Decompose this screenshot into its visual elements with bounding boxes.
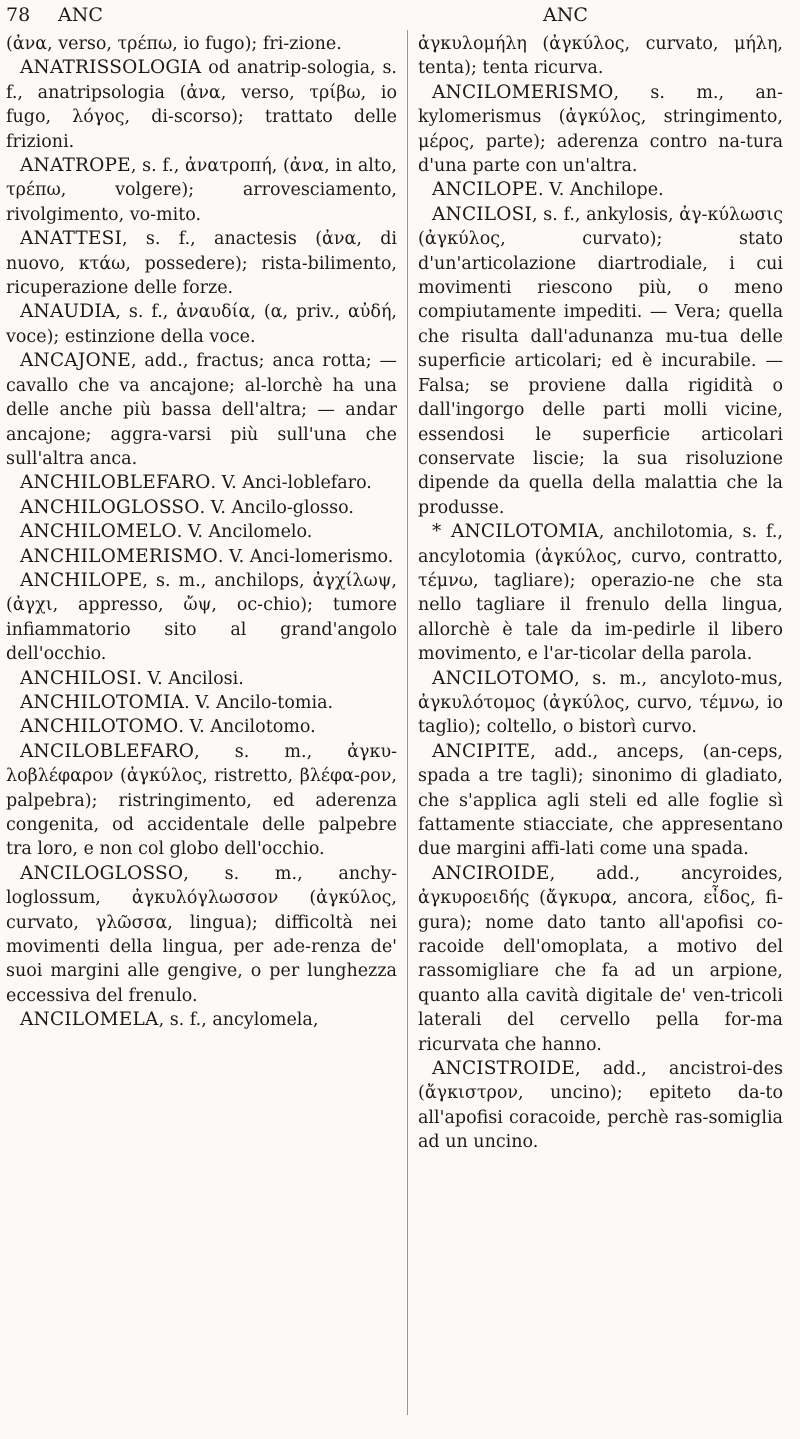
entry-headword: ANCILOTOMO: [432, 667, 575, 689]
dictionary-entry: [6, 740, 397, 862]
entry-definition: , s. f., ἀναυδία, (α, priv., αὐδή, voce); estinzione della voce.: [6, 302, 397, 347]
entry-definition: . V. Ancilotomo.: [178, 717, 316, 738]
dictionary-entry: [6, 32, 397, 56]
dictionary-entry: [418, 667, 783, 740]
entry-headword: ANCHILOSI: [20, 667, 137, 689]
entry-headword: ANCHILOGLOSSO: [20, 496, 200, 518]
entry-headword: ANCAJONE: [20, 350, 131, 372]
dictionary-entry: [418, 520, 783, 666]
dictionary-entry: [6, 56, 397, 154]
entry-definition: , s. f., anactesis (ἀνα, di nuovo, κτάω, possedere); rista-bilimento, ricuperazione delle forze.: [6, 229, 397, 299]
dictionary-entry: [6, 227, 397, 300]
entry-definition: , add., fractus; anca rotta; — cavallo che va ancajone; al-lorchè ha una delle anche più bassa dell'altra; — andar ancajone; aggra-varsi più sull'una che sull'altra anca.: [6, 351, 397, 469]
dictionary-entry: [6, 496, 397, 520]
dictionary-entry: [418, 32, 783, 81]
entry-headword: ANATRISSOLOGIA: [20, 57, 202, 79]
dictionary-entry: [6, 471, 397, 495]
entry-headword: * ANCILOTOMIA: [432, 521, 599, 543]
entry-headword: ANCHILOTOMO: [20, 716, 179, 738]
dictionary-entry: [418, 740, 783, 862]
entry-definition: , s. f., ankylosis, ἀγ-κύλωσις (ἀγκύλος, curvato); stato d'un'articolazione diartrodiale, i cui movimenti riescono più, o meno compiutamente impediti. — Vera; quella che risulta dall'adunanza mu-tua delle superficie articolari; ed è incurabile. — Falsa; se proviene dalla rigidità o dall'ingorgo delle parti molli vicine, essendosi le superficie articolari conservate liscie; la sua risoluzione dipende da quella della malattia che la produsse.: [418, 204, 783, 518]
dictionary-entry: [6, 545, 397, 569]
dictionary-entry: [6, 569, 397, 667]
entry-headword: ANAUDIA: [20, 301, 116, 323]
entry-headword: ANCIPITE: [432, 740, 531, 762]
dictionary-entry: [418, 81, 783, 179]
right-column: [418, 32, 783, 1155]
left-column: [6, 32, 397, 1033]
entry-definition: , s. m., ἀγκυ-λοβλέφαρον (ἀγκύλος, ristretto, βλέφα-ρον, palpebra); ristringimento, ed aderenza congenita, od accidentale delle palpebre tra loro, e non col globo dell'occhio.: [6, 741, 397, 860]
entry-headword: ANCHILOPE: [20, 569, 143, 591]
entry-definition: . V. Ancilomelo.: [176, 522, 313, 543]
entry-headword: ANCHILOBLEFARO: [20, 472, 211, 494]
entry-headword: ANCIROIDE: [432, 862, 550, 884]
page-number: 78: [6, 4, 31, 26]
entry-definition: , anchilotomia, s. f., ancylotomia (ἀγκύλος, curvo, contratto, τέμνω, tagliare); operazio-ne che sta nello tagliare il frenulo della lingua, allorchè è tale da im-pedirle il libero movimento, e l'ar-ticolar della parola.: [418, 522, 783, 665]
dictionary-entry: [6, 1008, 397, 1032]
entry-definition: , add., ancistroi-des (ἄγκιστρον, uncino); epiteto da-to all'apofisi coracoide, perchè ras-somiglia ad un uncino.: [418, 1059, 783, 1153]
entry-definition: . V. Anchilope.: [538, 180, 664, 201]
entry-headword: ANATTESI: [20, 228, 123, 250]
entry-headword: ANCILOMELA: [20, 1009, 159, 1031]
dictionary-entry: [418, 1057, 783, 1155]
entry-definition: , add., anceps, (an-ceps, spada a tre tagli); sinonimo di gladiato, che s'applica agli steli ed alle foglie sì fattamente stiacciate, che appresentano due margini affi-lati come una spada.: [418, 741, 783, 860]
dictionary-entry: [418, 203, 783, 520]
entry-headword: ANCILOBLEFARO: [20, 740, 195, 762]
dictionary-entry: [418, 862, 783, 1057]
running-head-left: ANC: [58, 4, 103, 26]
entry-headword: ANCHILOMERISMO: [20, 545, 218, 567]
dictionary-entry: [6, 667, 397, 691]
entry-headword: ANCILOPE: [432, 179, 539, 201]
entry-headword: ANCILOSI: [432, 203, 533, 225]
dictionary-entry: [418, 178, 783, 202]
entry-definition: . V. Ancilo-tomia.: [184, 692, 334, 713]
entry-definition: , s. f., ἀνατροπή, (ἀνα, in alto, τρέπω, volgere); arrovesciamento, rivolgimento, vo-mito.: [6, 156, 397, 225]
entry-definition: (ἀνα, verso, τρέπω, io fugo); fri-zione.: [6, 34, 342, 54]
entry-definition: ἀγκυλομήλη (ἀγκύλος, curvato, μήλη, tenta); tenta ricurva.: [418, 34, 783, 79]
entry-headword: ANCISTROIDE: [432, 1058, 575, 1080]
entry-definition: . V. Anci-lomerismo.: [217, 546, 394, 567]
entry-headword: ANCILOGLOSSO: [20, 862, 184, 884]
dictionary-entry: [6, 691, 397, 715]
entry-definition: , s. m., an-kylomerismus (ἀγκύλος, stringimento, μέρος, parte); aderenza contro na-tura d'una parte con un'altra.: [418, 82, 783, 177]
entry-definition: od anatrip-sologia, s. f., anatripsologia (ἀνα, verso, τρίβω, io fugo, λόγος, di-scorso); trattato delle frizioni.: [6, 58, 397, 152]
entry-definition: , s. f., ancylomela,: [158, 1010, 319, 1031]
dictionary-entry: [6, 862, 397, 1008]
entry-definition: , s. m., anchilops, ἀγχίλωψ, (ἀγχι, appresso, ὤψ, oc-chio); tumore infiammatorio sito al grand'angolo dell'occhio.: [6, 570, 397, 665]
dictionary-entry: [6, 300, 397, 349]
entry-definition: , s. m., ancyloto-mus, ἀγκυλότομος (ἀγκύλος, curvo, τέμνω, io taglio); coltello, o bistorì curvo.: [418, 668, 783, 738]
running-head-right: ANC: [543, 4, 588, 26]
column-divider: [407, 30, 408, 1415]
entry-definition: . V. Ancilosi.: [136, 668, 244, 689]
entry-definition: . V. Ancilo-glosso.: [199, 497, 354, 518]
entry-headword: ANCHILOMELO: [20, 521, 177, 543]
entry-headword: ANATROPE: [20, 155, 131, 177]
dictionary-entry: [6, 520, 397, 544]
entry-headword: ANCILOMERISMO: [432, 81, 614, 103]
dictionary-entry: [6, 154, 397, 227]
entry-definition: , s. m., anchy-loglossum, ἀγκυλόγλωσσον (ἀγκύλος, curvato, γλῶσσα, lingua); difficoltà nei movimenti della lingua, per ade-renza de' suoi margini alle gengive, o per lunghezza eccessiva del frenulo.: [6, 863, 397, 1006]
entry-headword: ANCHILOTOMIA: [20, 691, 185, 713]
entry-definition: . V. Anci-loblefaro.: [210, 473, 372, 494]
dictionary-entry: [6, 715, 397, 739]
dictionary-entry: [6, 349, 397, 471]
entry-definition: , add., ancyroides, ἀγκυροειδής (ἄγκυρα, ancora, εἶδος, fi-gura); nome dato tanto all'apofisi co-racoide dell'omoplata, a motivo del rassomigliare che fa ad un arpione, quanto alla cavità digitale de' ven-tricoli laterali del cervello pella for-ma ricurvata che hanno.: [418, 863, 783, 1055]
